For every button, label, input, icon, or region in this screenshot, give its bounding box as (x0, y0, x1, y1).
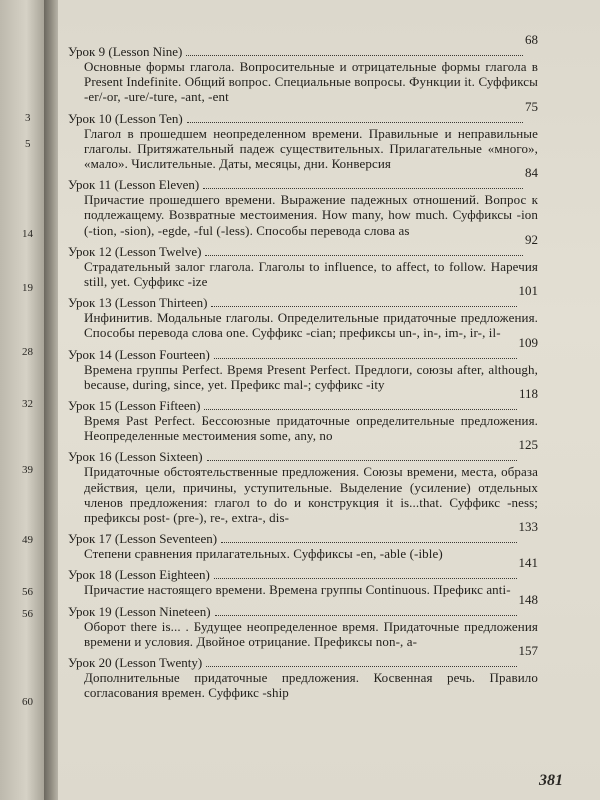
lesson-page-number: 109 (518, 334, 538, 350)
lesson-description: Причастие прошедшего времени. Выражение падежных отношений. Вопрос к подлежащему. Возвратные местоимения. How many, how much. Суффиксы -ion (-tion, -sion), -egde, -ful (-less). Способы перевода слова as (84, 192, 538, 238)
dot-leader (186, 54, 523, 56)
lesson-description: Степени сравнения прилагательных. Суффиксы -en, -able (-ible) (84, 546, 443, 562)
lesson-description: Глагол в прошедшем неопределенном времени. Правильные и неправильные глаголы. Притяжательный падеж существительных. Прилагательные «много», «мало». Числительные. Даты, месяцы, дни. Конверсия (84, 125, 538, 172)
toc-entry[interactable] (68, 519, 538, 562)
dot-leader (187, 121, 523, 123)
toc-entry[interactable] (68, 231, 538, 290)
lesson-page-number: 157 (518, 643, 538, 659)
lesson-page-number: 148 (518, 591, 538, 607)
table-of-contents (68, 32, 538, 706)
lesson-page-number: 118 (518, 386, 538, 402)
dot-leader (205, 254, 523, 256)
toc-entry[interactable] (68, 32, 538, 105)
toc-entry[interactable] (68, 591, 538, 649)
toc-entry-heading (68, 555, 538, 583)
left-page-fragment: 28 (22, 346, 33, 358)
dot-leader (203, 187, 523, 189)
lesson-page-number: 75 (525, 98, 538, 114)
left-page-edge (0, 0, 44, 800)
book-gutter (44, 0, 58, 800)
lesson-page-number: 141 (518, 555, 538, 571)
left-page-fragment: 56 (22, 586, 33, 598)
toc-entry-heading (68, 519, 538, 547)
toc-entry[interactable] (68, 98, 538, 172)
lesson-title: Урок 20 (Lesson Twenty) (68, 655, 203, 671)
toc-entry-heading (68, 643, 538, 671)
left-page-fragment: 3 (25, 112, 31, 124)
lesson-title: Урок 18 (Lesson Eighteen) (68, 567, 210, 583)
book-page (58, 0, 600, 800)
dot-leader (211, 305, 516, 307)
lesson-description: Времена группы Perfect. Время Present Perfect. Предлоги, союзы after, although, because, during, since, yet. Префикс mal-; суффикс -ity (84, 361, 538, 392)
toc-entry-heading (68, 32, 538, 59)
lesson-page-number: 125 (518, 437, 538, 453)
lesson-description: Дополнительные придаточные предложения. Косвенная речь. Правило согласования времен. Суффикс -ship (84, 670, 538, 701)
toc-entry-heading (68, 386, 538, 414)
dot-leader (207, 459, 517, 461)
toc-entry[interactable] (68, 283, 538, 341)
lesson-description: Причастие настоящего времени. Времена группы Continuous. Префикс anti- (84, 582, 511, 598)
left-page-fragment: 56 (22, 608, 33, 620)
lesson-title: Урок 13 (Lesson Thirteen) (68, 295, 208, 311)
dot-leader (206, 665, 516, 667)
toc-entry-heading (68, 98, 538, 126)
toc-entry[interactable] (68, 334, 538, 392)
lesson-page-number: 101 (518, 283, 538, 299)
lesson-title: Урок 11 (Lesson Eleven) (68, 177, 200, 193)
toc-entry[interactable] (68, 555, 538, 598)
dot-leader (214, 577, 517, 579)
toc-entry[interactable] (68, 165, 538, 238)
dot-leader (221, 541, 516, 543)
left-page-fragment: 5 (25, 138, 31, 150)
toc-entry-heading (68, 231, 538, 259)
page-number: 381 (539, 772, 563, 789)
lesson-description: Время Past Perfect. Бессоюзные придаточные определительные предложения. Неопределенные местоимения some, any, no (84, 413, 538, 444)
lesson-title: Урок 15 (Lesson Fifteen) (68, 398, 201, 414)
lesson-title: Урок 19 (Lesson Nineteen) (68, 603, 211, 619)
toc-entry[interactable] (68, 643, 538, 701)
dot-leader (214, 357, 517, 359)
left-page-fragment: 60 (22, 696, 33, 708)
lesson-title: Урок 14 (Lesson Fourteen) (68, 346, 210, 362)
lesson-page-number: 133 (518, 519, 538, 535)
lesson-title: Урок 12 (Lesson Twelve) (68, 243, 202, 259)
dot-leader (204, 408, 517, 410)
lesson-title: Урок 10 (Lesson Ten) (68, 110, 183, 126)
toc-entry-heading (68, 283, 538, 311)
lesson-description: Инфинитив. Модальные глаголы. Определительные придаточные предложения. Способы перевода слова one. Суффикс -cian; префиксы un-, in-, im-, ir-, il- (84, 310, 538, 341)
lesson-title: Урок 17 (Lesson Seventeen) (68, 531, 218, 547)
lesson-page-number: 68 (525, 32, 538, 47)
lesson-page-number: 92 (525, 231, 538, 247)
toc-entry-heading (68, 165, 538, 193)
left-page-fragment: 49 (22, 534, 33, 546)
lesson-description: Придаточные обстоятельственные предложения. Союзы времени, места, образа действия, цели, причины, уступительные. Выделение (усиление) отдельных членов предложения: глагол to do и конструкция it is...that. Суффикс -ness; префиксы post- (pre-), re-, extra-, dis- (84, 464, 538, 526)
lesson-description: Страдательный залог глагола. Глаголы to influence, to affect, to follow. Наречия still, yet. Суффикс -ize (84, 258, 538, 290)
toc-entry[interactable] (68, 437, 538, 526)
toc-entry-heading (68, 437, 538, 465)
toc-entry-heading (68, 334, 538, 362)
lesson-title: Урок 9 (Lesson Nine) (68, 44, 183, 59)
lesson-description: Основные формы глагола. Вопросительные и отрицательные формы глагола в Present Indefinite. Общий вопрос. Специальные вопросы. Функции it. Суффиксы -er/-or, -ure/-ture, -ant, -ent (84, 59, 538, 105)
dot-leader (215, 614, 517, 616)
lesson-description: Оборот there is... . Будущее неопределенное время. Придаточные предложения времени и условия. Двойное отрицание. Префиксы non-, a- (84, 618, 538, 649)
lesson-title: Урок 16 (Lesson Sixteen) (68, 449, 203, 465)
left-page-fragment: 32 (22, 398, 33, 410)
left-page-fragment: 14 (22, 228, 33, 240)
toc-entry[interactable] (68, 386, 538, 444)
left-page-fragment: 19 (22, 282, 33, 294)
lesson-page-number: 84 (525, 165, 538, 181)
left-page-fragment: 39 (22, 464, 33, 476)
toc-entry-heading (68, 591, 538, 619)
